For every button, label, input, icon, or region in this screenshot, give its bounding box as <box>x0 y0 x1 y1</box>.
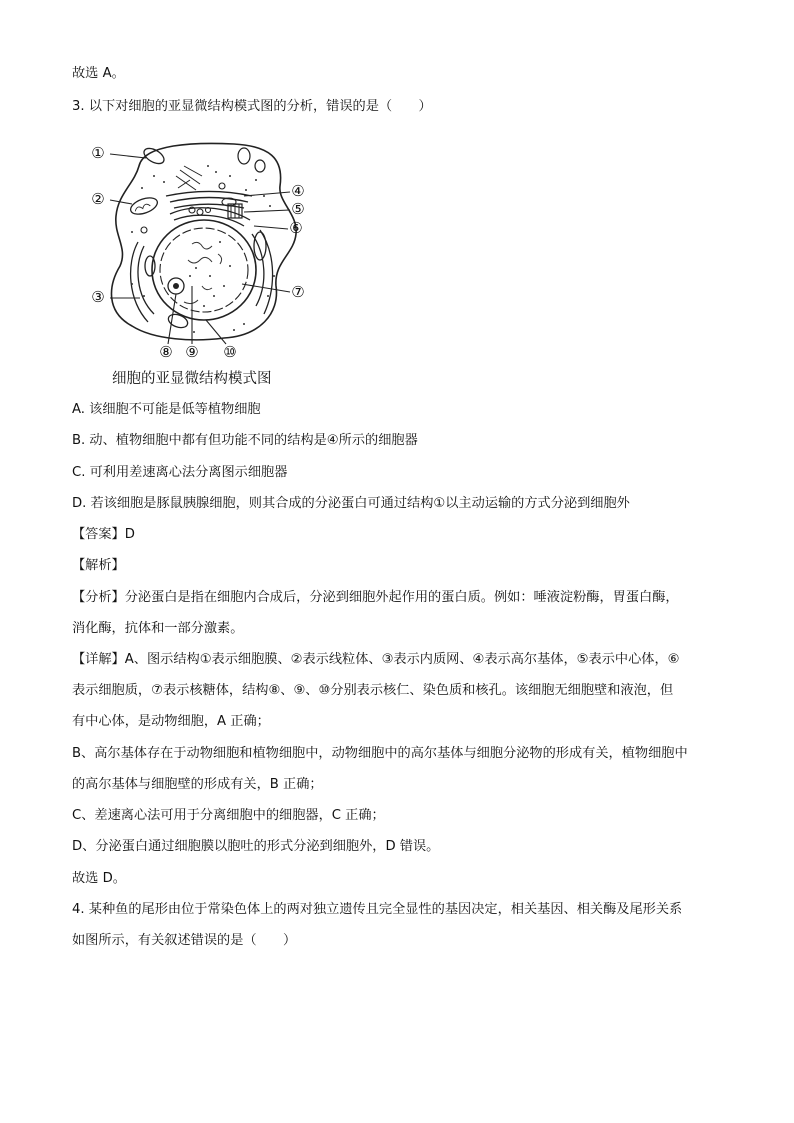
question-4-stem: 4. 某种鱼的尾形由位于常染色体上的两对独立遗传且完全显性的基因决定，相关基因、相关酶及尾形关系 <box>72 902 683 917</box>
label-10: ⑩ <box>223 343 237 361</box>
mitochondrion <box>254 232 266 260</box>
option-b: B. 动、植物细胞中都有但功能不同的结构是④所示的细胞器 <box>72 433 418 448</box>
mitochondrion <box>238 148 250 164</box>
analysis-text: 【分析】分泌蛋白是指在细胞内合成后，分泌到细胞外起作用的蛋白质。例如：唾液淀粉酶，胃蛋白酶， <box>72 590 679 605</box>
label-1: ① <box>91 144 105 162</box>
label-3: ③ <box>91 288 105 306</box>
text-line: 故选 D。 <box>72 871 126 886</box>
answer: 【答案】D <box>72 527 135 542</box>
text-line: 故选 A。 <box>72 66 125 81</box>
nucleus-envelope-inner <box>160 228 248 312</box>
detail-text: C、差速离心法可用于分离细胞中的细胞器，C 正确； <box>72 808 385 823</box>
question-3-stem: 3. 以下对细胞的亚显微结构模式图的分析，错误的是（ ） <box>72 99 432 114</box>
detail-text: B、高尔基体存在于动物细胞和植物细胞中，动物细胞中的高尔基体与细胞分泌物的形成有关，植物细胞中 <box>72 746 688 761</box>
mitochondrion <box>145 256 155 276</box>
figure-caption: 细胞的亚显微结构模式图 <box>112 371 272 387</box>
mitochondrion <box>167 312 190 330</box>
cell-structure-diagram <box>84 136 324 368</box>
analysis-text: 消化酶，抗体和一部分激素。 <box>72 621 244 636</box>
analysis-heading: 【解析】 <box>72 558 125 573</box>
detail-text: D、分泌蛋白通过细胞膜以胞吐的形式分泌到细胞外，D 错误。 <box>72 839 440 854</box>
label-5: ⑤ <box>291 200 305 218</box>
question-4-stem: 如图所示，有关叙述错误的是（ ） <box>72 933 297 948</box>
option-a: A. 该细胞不可能是低等植物细胞 <box>72 402 261 417</box>
option-d: D. 若该细胞是豚鼠胰腺细胞，则其合成的分泌蛋白可通过结构①以主动运输的方式分泌到细胞外 <box>72 496 630 511</box>
label-7: ⑦ <box>291 283 305 301</box>
detail-text: 【详解】A、图示结构①表示细胞膜、②表示线粒体、③表示内质网、④表示高尔基体，⑤表示中心体，⑥ <box>72 652 680 667</box>
label-9: ⑨ <box>185 343 199 361</box>
detail-text: 表示细胞质，⑦表示核糖体，结构⑧、⑨、⑩分别表示核仁、染色质和核孔。该细胞无细胞壁和液泡，但 <box>72 683 674 698</box>
label-4: ④ <box>291 182 305 200</box>
option-c: C. 可利用差速离心法分离图示细胞器 <box>72 465 288 480</box>
label-6: ⑥ <box>289 219 303 237</box>
label-8: ⑧ <box>159 343 173 361</box>
detail-text: 的高尔基体与细胞壁的形成有关，B 正确； <box>72 777 323 792</box>
label-2: ② <box>91 190 105 208</box>
centriole <box>222 198 242 218</box>
mitochondrion <box>255 160 265 172</box>
detail-text: 有中心体，是动物细胞，A 正确； <box>72 714 270 729</box>
